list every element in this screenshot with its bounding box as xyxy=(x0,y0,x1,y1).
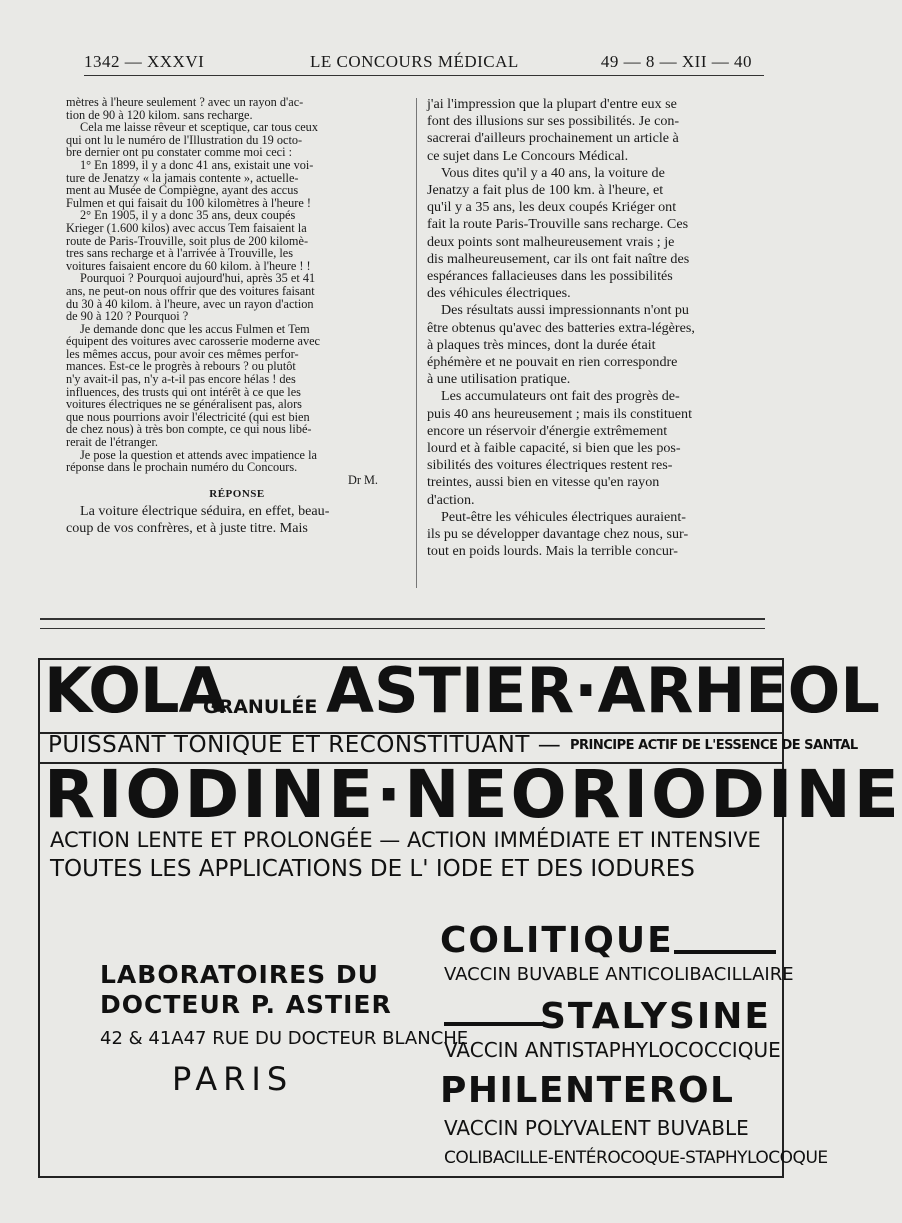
issue-date: 49 — 8 — XII — 40 xyxy=(600,52,752,71)
article-line: éphémère et ne pouvait en rien correspondre xyxy=(427,354,678,371)
ad-laboratoires: LABORATOIRES DU xyxy=(100,960,379,989)
article-line: Peut-être les véhicules électriques auraient- xyxy=(441,508,686,525)
running-header xyxy=(84,50,764,74)
article-line: tres sans recharge et à l'arrivée à Trouville, les xyxy=(66,246,294,261)
article-line: Pourquoi ? Pourquoi aujourd'hui, après 35 et 41 xyxy=(80,271,316,286)
article-line: mètres à l'heure seulement ? avec un rayon d'ac- xyxy=(66,95,304,109)
article-line: Cela me laisse rêveur et sceptique, car tous ceux xyxy=(80,120,318,135)
article-line: route de Paris-Trouville, soit plus de 200 kilomè- xyxy=(66,233,309,248)
article-line: n'y avait-il pas, n'y a-t-il pas encore hélas ! des xyxy=(66,372,296,387)
article-line: font des illusions sur ses possibilités. Je con- xyxy=(427,113,680,130)
article-line: coup de vos confrères, et à juste titre. Mais xyxy=(66,520,308,537)
article-line: treintes, aussi bien en vitesse qu'en rayon xyxy=(427,474,660,491)
section-rule-thin xyxy=(40,628,765,629)
article-line: ans, ne peut-on nous offrir que des voitures faisant xyxy=(66,283,315,298)
advertisement xyxy=(38,654,902,1178)
article-line: à une utilisation pratique. xyxy=(427,371,571,388)
article-line: dis malheureusement, car ils ont fait naître des xyxy=(427,250,690,267)
ad-colitique-dash xyxy=(674,950,776,954)
ad-philenterol: PHILENTEROL xyxy=(440,1070,735,1111)
article-line: réponse dans le prochain numéro du Concours. xyxy=(66,460,298,475)
ad-vaccin-antistaphylococcique: VACCIN ANTISTAPHYLOCOCCIQUE xyxy=(444,1038,781,1062)
article-line: sacrerai d'ailleurs prochainement un article à xyxy=(427,130,679,147)
article-line: ils pu se développer davantage chez nous, sur- xyxy=(427,526,689,543)
article-line: bre dernier ont pu constater comme moi ceci : xyxy=(66,145,293,160)
ad-stalysine: STALYSINE xyxy=(540,996,771,1037)
article-line: voitures électriques ne se généralisent pas, alors xyxy=(66,397,302,412)
article-line: espérances fallacieuses dans les possibilités xyxy=(427,268,673,285)
ad-applications-line: TOUTES LES APPLICATIONS DE L' IODE ET DES IODURES xyxy=(50,856,695,882)
article-line: deux points sont malheureusement vrais ; je xyxy=(427,233,675,250)
ad-principe-line: PRINCIPE ACTIF DE L'ESSENCE DE SANTAL xyxy=(570,738,858,753)
article-line: j'ai l'impression que la plupart d'entre eux se xyxy=(427,96,677,112)
article-line: d'action. xyxy=(427,491,475,508)
article-line: de 90 à 120 ? Pourquoi ? xyxy=(66,309,189,324)
journal-title: LE CONCOURS MÉDICAL xyxy=(310,52,519,71)
ad-colibacille-line: COLIBACILLE-ENTÉROCOQUE-STAPHYLOCOQUE xyxy=(444,1148,828,1168)
article-line: équipent des voitures avec carosserie moderne avec xyxy=(66,334,321,349)
ad-docteur-astier: DOCTEUR P. ASTIER xyxy=(100,990,392,1019)
article-line: ce sujet dans Le Concours Médical. xyxy=(427,147,629,164)
article-line: Les accumulateurs ont fait des progrès de- xyxy=(441,388,680,405)
article-line: ture de Jenatzy « la jamais contente », actuelle- xyxy=(66,170,299,185)
ad-tonique-line: PUISSANT TONIQUE ET RECONSTITUANT — xyxy=(48,732,562,758)
article-line: fait la route Paris-Trouville sans recharge. Ces xyxy=(427,216,689,233)
article-line: tout en poids lourds. Mais la terrible concur- xyxy=(427,543,678,560)
ad-vaccin-polyvalent: VACCIN POLYVALENT BUVABLE xyxy=(444,1116,749,1140)
article-line: Jenatzy a fait plus de 100 km. à l'heure, et xyxy=(427,182,664,199)
article-line: Des résultats aussi impressionnants n'ont pu xyxy=(441,302,689,319)
article-line: Je pose la question et attends avec impatience la xyxy=(80,447,317,462)
article-line: à plaques très minces, dont la durée était xyxy=(427,336,656,353)
article-line: influences, des trusts qui ont intérêt à ce que les xyxy=(66,384,301,399)
ad-vaccin-anticolibacillaire: VACCIN BUVABLE ANTICOLIBACILLAIRE xyxy=(444,964,794,985)
letter-signature: Dr M. xyxy=(347,472,378,487)
article-line: qu'il y a 35 ans, les deux coupés Kriéger ont xyxy=(427,199,677,216)
ad-headline-kola xyxy=(40,654,880,734)
article-line: mances. Est-ce le progrès à rebours ? ou plutôt xyxy=(66,359,296,374)
ad-colitique: COLITIQUE xyxy=(440,920,674,961)
article-line: Krieger (1.600 kilos) avec accus Tem faisaient la xyxy=(66,220,307,235)
ad-astier-arheol: ASTIER·ARHEOL xyxy=(326,654,880,727)
article-line: de chez nous) à très bon compte, ce qui nous libé- xyxy=(66,422,312,437)
article-line: des véhicules électriques. xyxy=(427,285,571,302)
header-rule xyxy=(84,75,764,76)
article-line: encore un réservoir d'énergie extrêmement xyxy=(427,422,668,439)
article-line: Je demande donc que les accus Fulmen et Tem xyxy=(80,321,310,336)
ad-riodine: RIODINE·NEORIODINE xyxy=(44,756,902,833)
ad-city: PARIS xyxy=(172,1060,294,1098)
ad-action-line: ACTION LENTE ET PROLONGÉE — ACTION IMMÉDIATE ET INTENSIVE xyxy=(50,828,761,852)
article-line: les mêmes accus, pour avoir ces mêmes perfor- xyxy=(66,346,299,361)
left-column xyxy=(66,96,408,537)
page-number: 1342 — XXXVI xyxy=(84,52,205,71)
article-line: 2° En 1905, il y a donc 35 ans, deux coupés xyxy=(80,208,296,223)
article-line: 1° En 1899, il y a donc 41 ans, existait une voi- xyxy=(80,157,314,172)
column-divider xyxy=(416,98,417,588)
article-line: que nous pourrions avoir l'électricité (qui est bien xyxy=(66,409,310,424)
ad-kola: KOLA xyxy=(44,654,226,727)
article-line: lourd et à faible capacité, si bien que les pos- xyxy=(427,440,681,457)
section-rule xyxy=(40,618,765,620)
article-line: du 30 à 40 kilom. à l'heure, avec un rayon d'action xyxy=(66,296,314,311)
article-line: sibilités des voitures électriques restent res- xyxy=(427,457,673,474)
article-line: La voiture électrique séduira, en effet, beau- xyxy=(80,503,330,519)
article-line: puis 40 ans heureusement ; mais ils constituent xyxy=(427,405,693,422)
ad-granule: GRANULÉE xyxy=(203,696,318,718)
article-line: rerait de l'étranger. xyxy=(66,435,158,450)
ad-stalysine-dash xyxy=(444,1022,544,1026)
article-line: Vous dites qu'il y a 40 ans, la voiture de xyxy=(441,164,665,181)
article-line: voitures faisaient encore du 60 kilom. à l'heure ! ! xyxy=(66,258,311,273)
article-line: Fulmen et qui faisait du 100 kilomètres à l'heure ! xyxy=(66,195,312,210)
article-line: ment au Musée de Compiègne, ayant des accus xyxy=(66,183,299,198)
ad-address: 42 & 41A47 RUE DU DOCTEUR BLANCHE xyxy=(100,1028,469,1049)
right-column xyxy=(427,96,767,560)
response-heading: RÉPONSE xyxy=(209,488,265,501)
article-line: être obtenus qu'avec des batteries extra-légères, xyxy=(427,319,695,336)
article-line: tion de 90 à 120 kilom. sans recharge. xyxy=(66,107,253,122)
article-line: qui ont lu le numéro de l'Illustration du 19 octo- xyxy=(66,132,303,147)
